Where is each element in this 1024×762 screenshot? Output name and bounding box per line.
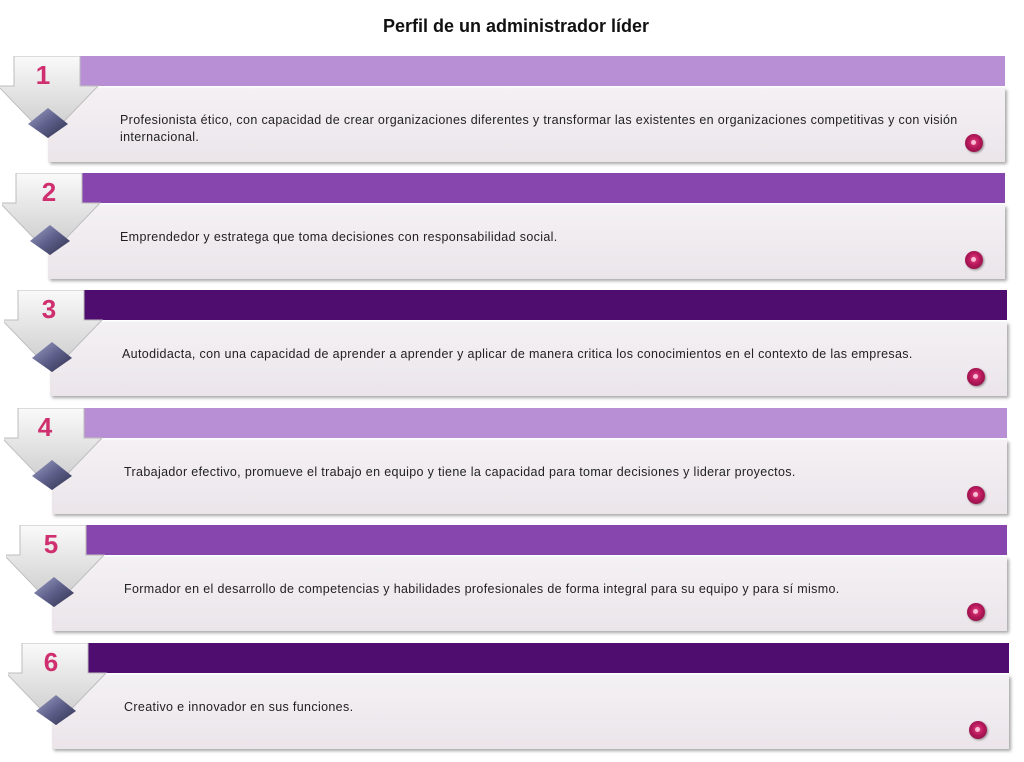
step-6-card — [52, 675, 1009, 749]
step-4-number: 4 — [37, 412, 53, 442]
step-1-text: Profesionista ético, con capacidad de crear organizaciones diferentes y transformar las existentes en organizaciones competitivas y con visión internacional. — [120, 113, 958, 144]
step-5-card — [52, 557, 1007, 631]
step-4 — [4, 408, 1007, 520]
bullet-dot-icon — [967, 486, 985, 504]
step-2-bar — [82, 173, 1005, 203]
step-1-bar — [80, 56, 1005, 86]
step-1 — [0, 56, 1005, 168]
step-2-text: Emprendedor y estratega que toma decisiones con responsabilidad social. — [120, 230, 558, 244]
step-3-bar — [84, 290, 1007, 320]
step-6-text: Creativo e innovador en sus funciones. — [124, 700, 354, 714]
step-2 — [2, 173, 1005, 285]
step-5-bar — [86, 525, 1007, 555]
step-1-number: 1 — [35, 60, 51, 90]
step-5-text: Formador en el desarrollo de competencias y habilidades profesionales de forma integral para su equipo y para sí mismo. — [124, 582, 840, 596]
step-4-text: Trabajador efectivo, promueve el trabajo en equipo y tiene la capacidad para tomar decisiones y liderar proyectos. — [124, 465, 796, 479]
step-1-card — [48, 88, 1005, 162]
bullet-dot-icon — [967, 368, 985, 386]
step-5 — [6, 525, 1007, 637]
step-3 — [4, 290, 1007, 402]
step-4-card — [52, 440, 1007, 514]
bullet-dot-icon — [965, 134, 983, 152]
step-6-number: 6 — [43, 647, 59, 677]
step-5-number: 5 — [43, 529, 59, 559]
bullet-dot-icon — [967, 603, 985, 621]
bullet-dot-icon — [965, 251, 983, 269]
step-3-text: Autodidacta, con una capacidad de aprender a aprender y aplicar de manera critica los conocimientos en el contexto de las empresas. — [122, 347, 913, 361]
step-4-bar — [84, 408, 1007, 438]
step-3-card — [50, 322, 1007, 396]
step-3-number: 3 — [41, 294, 57, 324]
step-6 — [8, 643, 1009, 755]
bullet-dot-icon — [969, 721, 987, 739]
diagram-title: Perfil de un administrador líder — [382, 16, 650, 36]
step-2-number: 2 — [41, 177, 57, 207]
step-2-card — [48, 205, 1005, 279]
step-6-bar — [88, 643, 1009, 673]
